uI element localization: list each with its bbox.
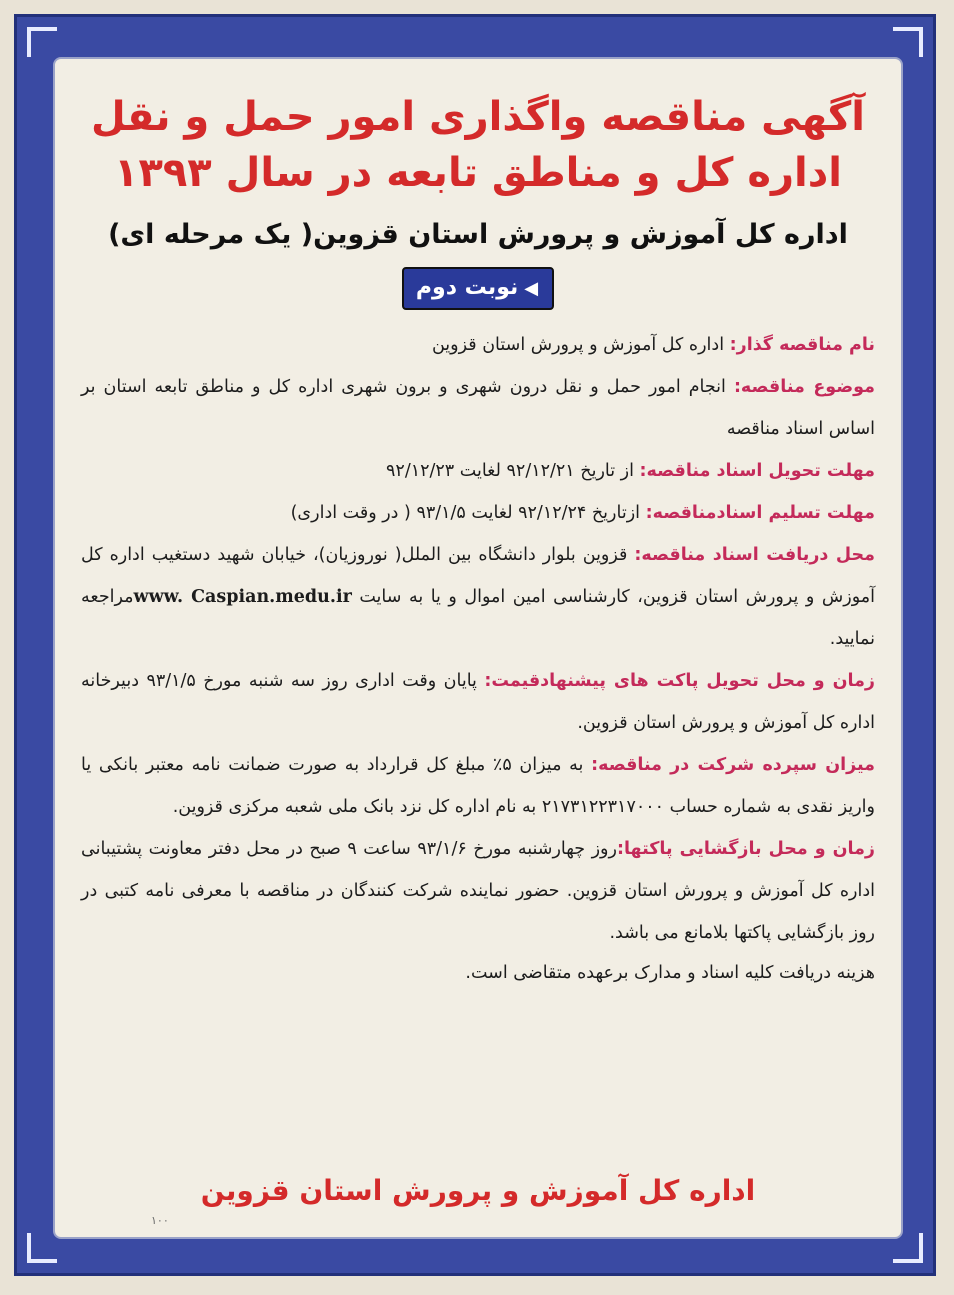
item-text: از تاریخ ۹۲/۱۲/۲۱ لغایت ۹۲/۱۲/۲۳ — [386, 461, 640, 481]
round-badge — [402, 267, 554, 310]
item-label: مهلت تسلیم اسنادمناقصه: — [645, 503, 875, 523]
item-subject — [81, 366, 875, 450]
item-text: قزوین بلوار دانشگاه بین الملل( نوروزیان)، خیابان شهید دستغیب اداره کل آموزش و پرورش استان قزوین، کارشناسی امین اموال و یا به سایت — [81, 545, 875, 607]
ad-footer-signature: اداره کل آموزش و پرورش استان قزوین — [200, 1174, 756, 1207]
item-text: به میزان ۵٪ مبلغ کل قرارداد به صورت ضمانت نامه معتبر بانکی یا واریز نقدی به شماره حساب ۲۱۷۳۱۲۲۳۱۷۰۰۰ به نام اداره کل نزد بانک ملی شعبه مرکزی قزوین. — [81, 755, 875, 817]
arrow-left-icon: ◀ — [524, 278, 539, 299]
item-bid-delivery — [81, 660, 875, 744]
item-label: زمان و محل بازگشایی پاکتها: — [616, 839, 876, 859]
item-text: انجام امور حمل و نقل درون شهری و برون شهری اداره کل و مناطق تابعه استان بر اساس اسناد مناقصه — [81, 377, 875, 439]
website-link[interactable]: www. Caspian.medu.ir — [133, 587, 352, 607]
cost-note: هزینه دریافت کلیه اسناد و مدارک برعهده متقاضی است. — [465, 963, 875, 983]
item-text: پایان وقت اداری روز سه شنبه مورخ ۹۳/۱/۵ دبیرخانه اداره کل آموزش و پرورش استان قزوین. — [81, 671, 875, 733]
item-label: مهلت تحویل اسناد مناقصه: — [639, 461, 875, 481]
item-label: میزان سپرده شرکت در مناقصه: — [591, 755, 876, 775]
round-badge-label: نوبت دوم — [415, 275, 519, 300]
corner-ornament — [893, 27, 923, 57]
page-stamp: ۱۰۰ — [151, 1214, 169, 1227]
ad-title-line-1: آگهی مناقصه واگذاری امور حمل و نقل — [90, 94, 866, 140]
item-docs-submission-deadline — [81, 492, 875, 534]
item-docs-location — [81, 534, 875, 660]
item-text-after: مراجعه نمایید. — [81, 587, 875, 649]
badge-row — [81, 267, 875, 310]
ad-subtitle: اداره کل آموزش و پرورش استان قزوین( یک مرحله ای) — [108, 219, 848, 250]
ad-body — [81, 324, 875, 954]
item-opening — [81, 828, 875, 954]
ad-content — [53, 57, 903, 1239]
corner-ornament — [27, 27, 57, 57]
item-tenderer — [81, 324, 875, 366]
item-docs-delivery-deadline — [81, 450, 875, 492]
item-text: اداره کل آموزش و پرورش استان قزوین — [431, 335, 730, 355]
corner-ornament — [27, 1233, 57, 1263]
item-text: ازتاریخ ۹۲/۱۲/۲۴ لغایت ۹۳/۱/۵ ( در وقت اداری) — [290, 503, 646, 523]
item-label: محل دریافت اسناد مناقصه: — [634, 545, 875, 565]
item-label: زمان و محل تحویل پاکت های پیشنهادقیمت: — [484, 671, 875, 691]
ad-title-line-2: اداره کل و مناطق تابعه در سال ۱۳۹۳ — [114, 150, 842, 196]
item-label: موضوع مناقصه: — [733, 377, 875, 397]
item-deposit — [81, 744, 875, 828]
item-text: روز چهارشنبه مورخ ۹۳/۱/۶ ساعت ۹ صبح در محل دفتر معاونت پشتیبانی اداره کل آموزش و پرورش استان قزوین. حضور نماینده شرکت کنندگان در مناقصه با معرفی نامه کتبی در روز بازگشایی پاکتها بلامانع می باشد. — [81, 839, 875, 943]
ad-border-frame — [14, 14, 936, 1276]
item-label: نام مناقصه گذار: — [729, 335, 875, 355]
